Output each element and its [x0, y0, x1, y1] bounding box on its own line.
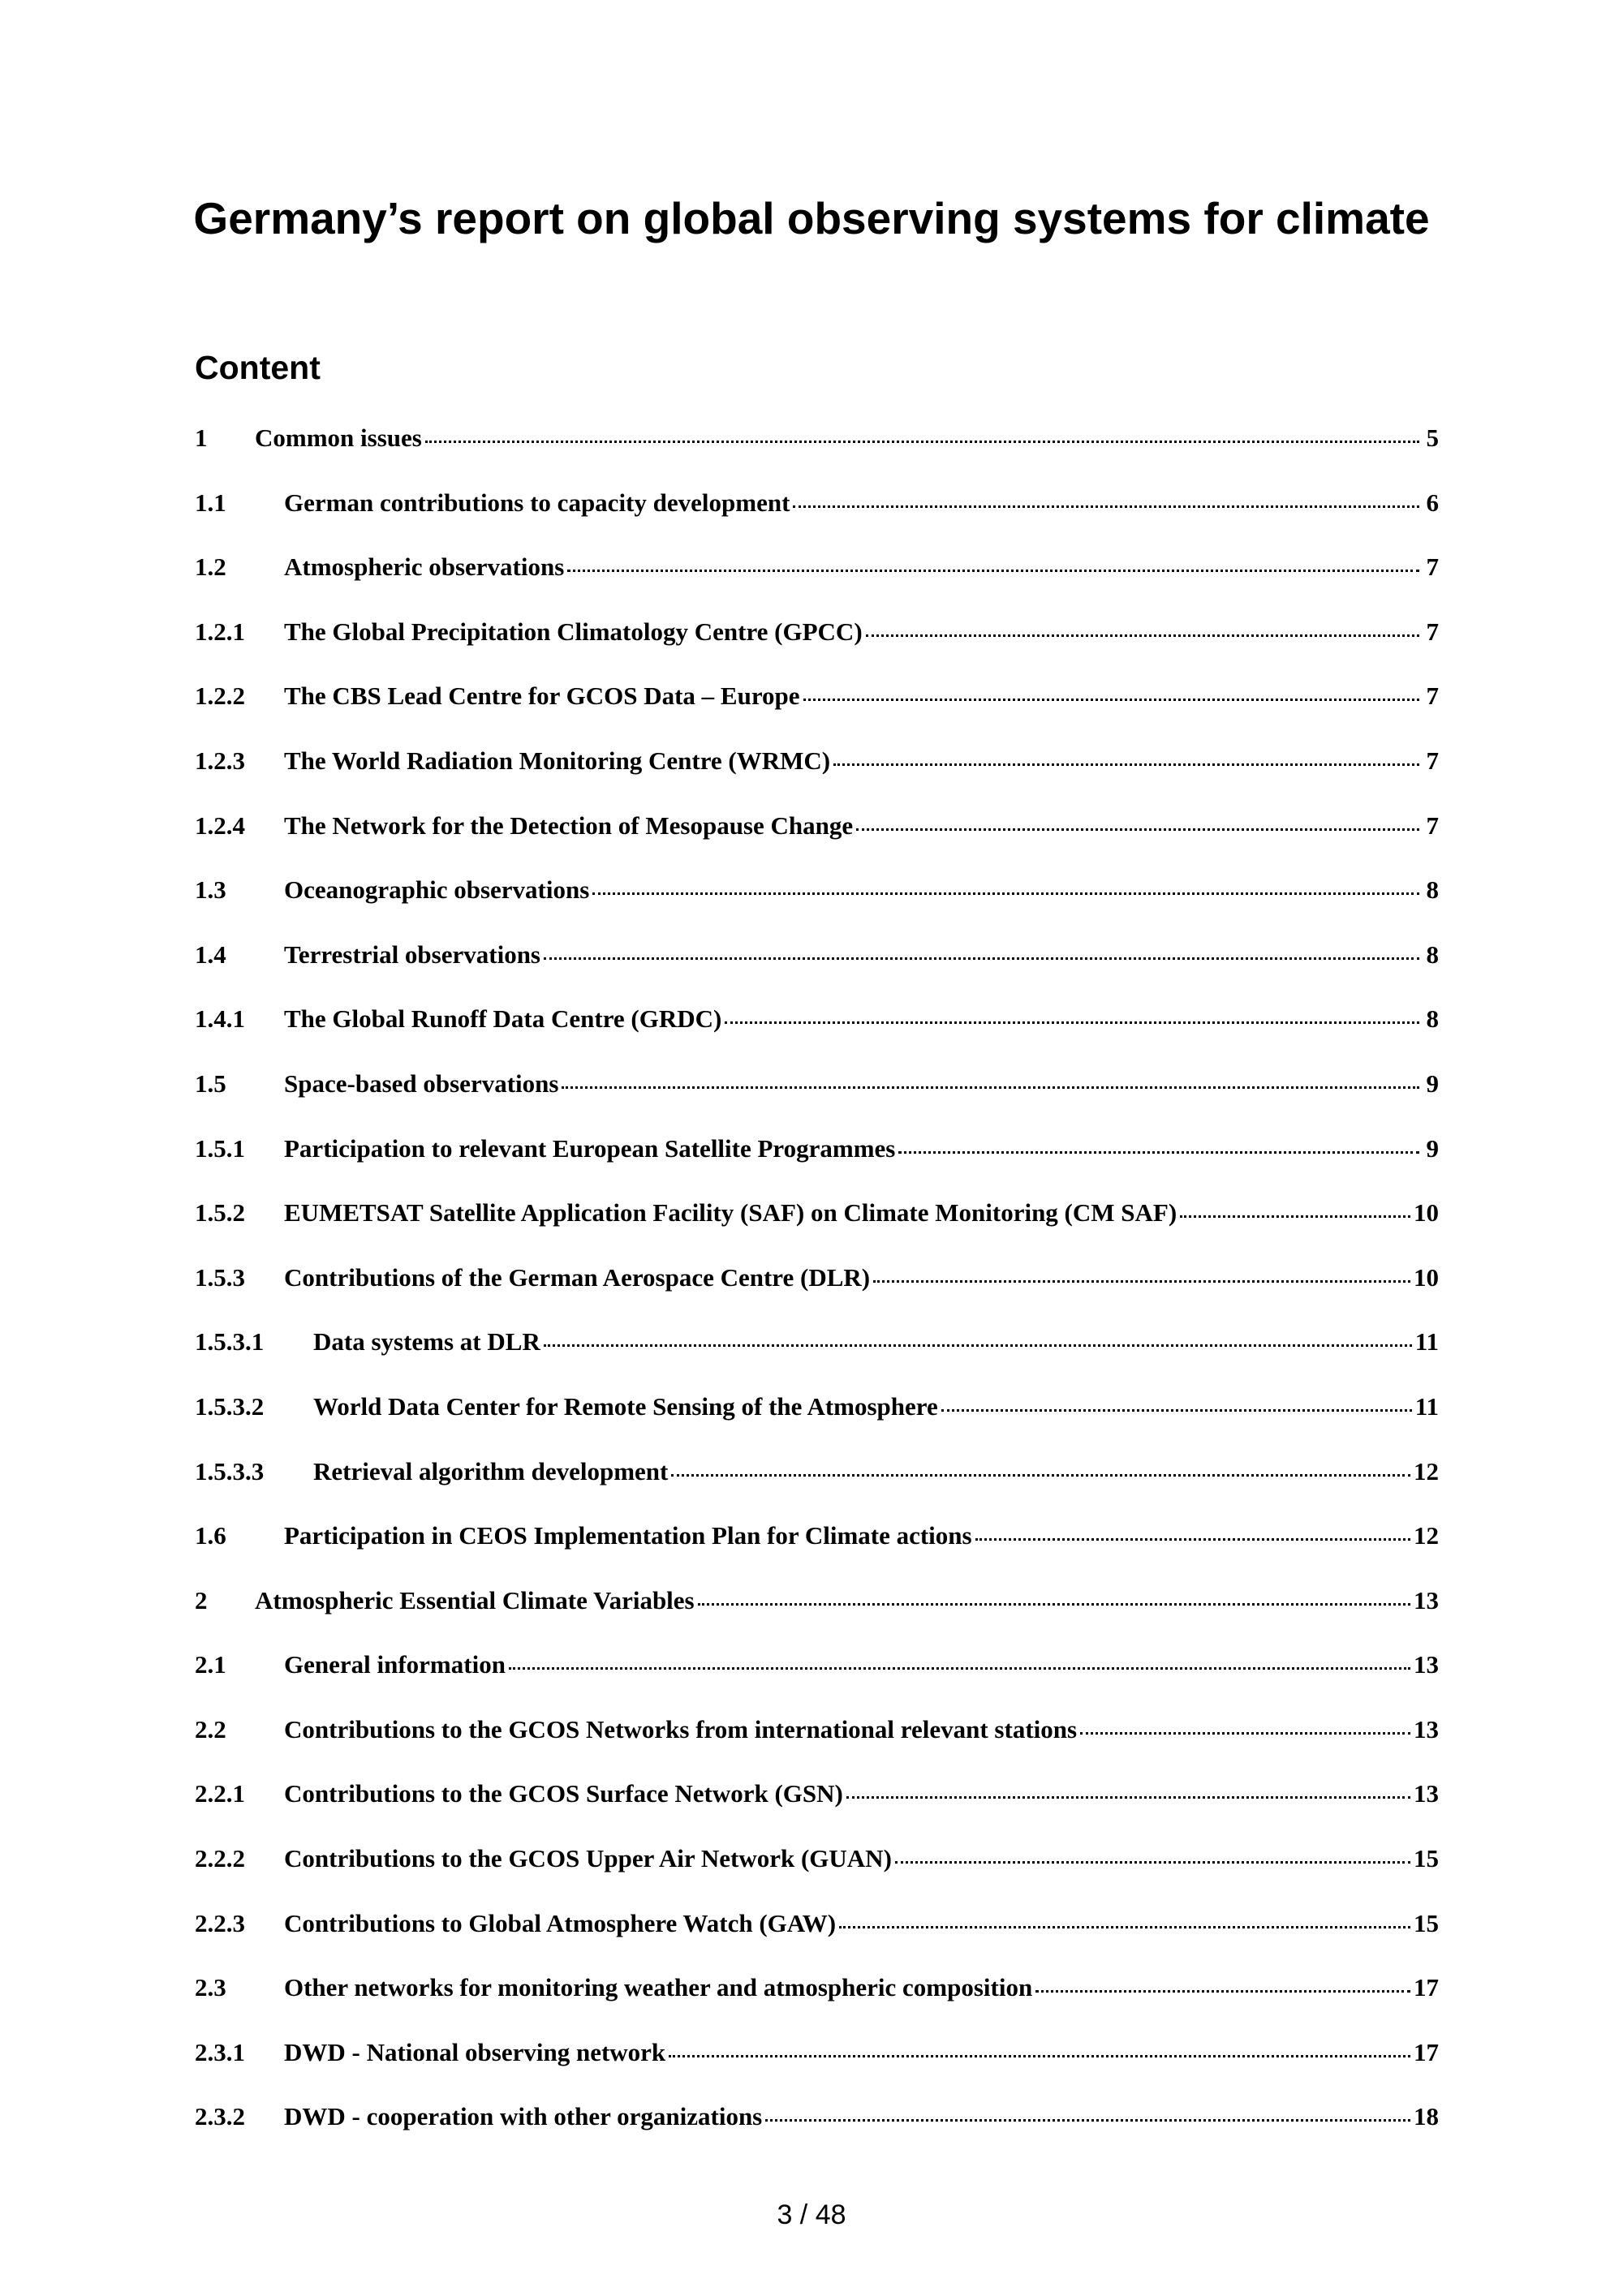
toc-dot-leader: [725, 1007, 1419, 1024]
toc-entry-number: 2: [195, 1585, 208, 1615]
toc-dot-leader: [873, 1266, 1410, 1283]
toc-entry[interactable]: [195, 1064, 1439, 1129]
toc-entry-number: 2.2.1: [195, 1779, 245, 1808]
toc-entry[interactable]: [195, 1129, 1439, 1193]
toc-entry-page: 11: [1414, 1327, 1439, 1357]
toc-entry-title: Terrestrial observations: [284, 939, 540, 969]
toc-entry-number: 1: [195, 424, 208, 452]
toc-entry-number: 1.4.1: [195, 1004, 245, 1034]
toc-entry-page: 7: [1426, 617, 1439, 646]
toc-entry[interactable]: [195, 1451, 1439, 1516]
toc-entry-number: 2.1: [195, 1650, 226, 1679]
toc-entry-number: 1.1: [195, 488, 226, 517]
toc-entry[interactable]: [195, 870, 1439, 935]
toc-entry-page: 13: [1414, 1779, 1439, 1808]
toc-entry-number: 1.5.3.3: [195, 1456, 265, 1486]
toc-entry[interactable]: [195, 1645, 1439, 1709]
toc-entry[interactable]: [195, 1516, 1439, 1580]
toc-entry-number: 1.5.1: [195, 1133, 245, 1163]
toc-entry[interactable]: [195, 676, 1439, 741]
toc-entry-title: Data systems at DLR: [313, 1327, 540, 1357]
toc-entry-number: 1.2.2: [195, 681, 245, 711]
toc-entry-number: 2.2: [195, 1714, 226, 1743]
toc-dot-leader: [669, 2040, 1410, 2057]
toc-entry-page: 11: [1414, 1391, 1439, 1421]
toc-dot-leader: [1080, 1718, 1410, 1735]
toc-entry[interactable]: [195, 1838, 1439, 1903]
toc-entry[interactable]: [195, 1258, 1439, 1322]
toc-dot-leader: [544, 1330, 1412, 1347]
toc-dot-leader: [567, 555, 1419, 572]
toc-dot-leader: [592, 878, 1419, 895]
toc-entry-title: Common issues: [255, 424, 422, 452]
toc-dot-leader: [425, 426, 1419, 443]
toc-entry-title: Contributions to the GCOS Surface Network (GSN): [284, 1779, 843, 1808]
toc-entry-page: 8: [1426, 875, 1439, 905]
toc-entry[interactable]: [195, 1322, 1439, 1387]
toc-dot-leader: [765, 2105, 1410, 2122]
toc-dot-leader: [509, 1653, 1410, 1670]
toc-entry[interactable]: [195, 935, 1439, 1000]
toc-dot-leader: [833, 749, 1419, 766]
toc-entry-title: Contributions to the GCOS Upper Air Network (GUAN): [284, 1844, 892, 1873]
toc-dot-leader: [803, 684, 1419, 701]
page-number: 3 / 48: [777, 2199, 846, 2230]
toc-entry-title: Other networks for monitoring weather and atmospheric composition: [284, 1973, 1033, 2002]
toc-entry-title: German contributions to capacity development: [284, 488, 790, 517]
toc-entry-title: The Global Precipitation Climatology Centre (GPCC): [284, 617, 863, 646]
toc-entry-title: EUMETSAT Satellite Application Facility (SAF) on Climate Monitoring (CM SAF): [284, 1198, 1177, 1228]
toc-entry-page: 7: [1426, 810, 1439, 840]
toc-dot-leader: [975, 1524, 1410, 1541]
toc-entry-title: Contributions of the German Aerospace Centre (DLR): [284, 1262, 871, 1292]
toc-entry[interactable]: [195, 999, 1439, 1064]
toc-entry-page: 15: [1414, 1908, 1439, 1937]
toc-entry[interactable]: [195, 483, 1439, 548]
toc-entry-title: Oceanographic observations: [284, 875, 590, 905]
toc-entry-title: Atmospheric Essential Climate Variables: [255, 1585, 695, 1615]
toc-entry-number: 1.5: [195, 1068, 226, 1098]
toc-entry-number: 1.5.3: [195, 1262, 245, 1292]
toc-entry-title: Participation in CEOS Implementation Plan for Climate actions: [284, 1521, 972, 1550]
toc-entry-number: 1.5.3.2: [195, 1391, 265, 1421]
toc-entry-number: 1.6: [195, 1521, 226, 1550]
toc-entry[interactable]: [195, 1193, 1439, 1258]
toc-entry[interactable]: [195, 2032, 1439, 2097]
toc-dot-leader: [839, 1911, 1410, 1928]
toc-entry-page: 15: [1414, 1844, 1439, 1873]
toc-entry-title: The World Radiation Monitoring Centre (WRMC): [284, 746, 831, 775]
toc-entry[interactable]: [195, 418, 1439, 483]
toc-entry-number: 1.2.4: [195, 810, 245, 840]
toc-entry-number: 2.3: [195, 1973, 226, 2002]
toc-entry-page: 7: [1426, 746, 1439, 775]
toc-entry[interactable]: [195, 612, 1439, 677]
toc-entry-page: 8: [1426, 1004, 1439, 1034]
toc-entry-number: 1.2.3: [195, 746, 245, 775]
table-of-contents: [195, 418, 1439, 2161]
toc-entry[interactable]: [195, 2096, 1439, 2161]
toc-entry-title: Contributions to Global Atmosphere Watch (GAW): [284, 1908, 837, 1937]
toc-dot-leader: [1035, 1976, 1410, 1993]
toc-entry[interactable]: [195, 806, 1439, 871]
toc-entry-page: 13: [1414, 1585, 1439, 1615]
toc-entry[interactable]: [195, 547, 1439, 612]
toc-entry-number: 1.3: [195, 875, 226, 905]
toc-entry-page: 8: [1426, 939, 1439, 969]
toc-entry-title: Space-based observations: [284, 1068, 559, 1098]
toc-entry-number: 1.2: [195, 553, 226, 582]
toc-entry-page: 13: [1414, 1650, 1439, 1679]
toc-dot-leader: [544, 943, 1419, 960]
toc-entry[interactable]: [195, 1774, 1439, 1838]
toc-dot-leader: [856, 814, 1419, 831]
toc-entry-number: 2.2.2: [195, 1844, 245, 1873]
toc-entry-title: The CBS Lead Centre for GCOS Data – Europe: [284, 681, 800, 711]
toc-dot-leader: [793, 491, 1419, 508]
toc-entry-page: 5: [1426, 424, 1439, 452]
toc-entry-page: 7: [1426, 681, 1439, 711]
toc-entry-page: 18: [1414, 2102, 1439, 2131]
toc-dot-leader: [1180, 1201, 1410, 1218]
toc-entry-title: Contributions to the GCOS Networks from international relevant stations: [284, 1714, 1078, 1743]
toc-entry-number: 2.2.3: [195, 1908, 245, 1937]
toc-entry-title: DWD - National observing network: [284, 2037, 666, 2066]
toc-dot-leader: [562, 1072, 1419, 1089]
toc-dot-leader: [698, 1589, 1410, 1606]
toc-dot-leader: [895, 1847, 1410, 1864]
toc-entry-title: The Network for the Detection of Mesopause Change: [284, 810, 854, 840]
toc-entry-title: DWD - cooperation with other organizations: [284, 2102, 763, 2131]
toc-entry-page: 10: [1414, 1198, 1439, 1228]
toc-entry[interactable]: [195, 1903, 1439, 1968]
toc-dot-leader: [846, 1782, 1410, 1799]
toc-dot-leader: [941, 1395, 1412, 1412]
content-heading: Content: [195, 349, 321, 386]
toc-entry[interactable]: [195, 1709, 1439, 1774]
toc-entry-number: 1.4: [195, 939, 226, 969]
toc-entry-number: 2.3.2: [195, 2102, 245, 2131]
toc-entry-title: Participation to relevant European Satellite Programmes: [284, 1133, 896, 1163]
toc-entry-title: Atmospheric observations: [284, 553, 565, 582]
toc-entry-page: 7: [1426, 553, 1439, 582]
toc-dot-leader: [898, 1137, 1419, 1154]
toc-entry-number: 2.3.1: [195, 2037, 245, 2066]
toc-entry-number: 1.5.3.1: [195, 1327, 265, 1357]
toc-entry-title: The Global Runoff Data Centre (GRDC): [284, 1004, 722, 1034]
toc-entry-page: 13: [1414, 1714, 1439, 1743]
toc-entry-number: 1.2.1: [195, 617, 245, 646]
toc-entry-page: 6: [1426, 488, 1439, 517]
toc-entry-page: 10: [1414, 1262, 1439, 1292]
toc-dot-leader: [866, 620, 1419, 637]
toc-entry[interactable]: [195, 1387, 1439, 1451]
toc-entry[interactable]: [195, 741, 1439, 806]
toc-entry[interactable]: [195, 1580, 1439, 1645]
toc-dot-leader: [671, 1460, 1410, 1477]
toc-entry[interactable]: [195, 1967, 1439, 2032]
document-title: Germany’s report on global observing systems for climate: [193, 193, 1430, 243]
toc-entry-number: 1.5.2: [195, 1198, 245, 1228]
toc-entry-title: Retrieval algorithm development: [313, 1456, 669, 1486]
toc-entry-page: 12: [1414, 1456, 1439, 1486]
toc-entry-page: 9: [1426, 1133, 1439, 1163]
toc-entry-page: 17: [1414, 2037, 1439, 2066]
toc-entry-title: World Data Center for Remote Sensing of the Atmosphere: [313, 1391, 938, 1421]
toc-entry-page: 12: [1414, 1521, 1439, 1550]
toc-entry-page: 17: [1414, 1973, 1439, 2002]
toc-entry-page: 9: [1426, 1068, 1439, 1098]
toc-entry-title: General information: [284, 1650, 506, 1679]
